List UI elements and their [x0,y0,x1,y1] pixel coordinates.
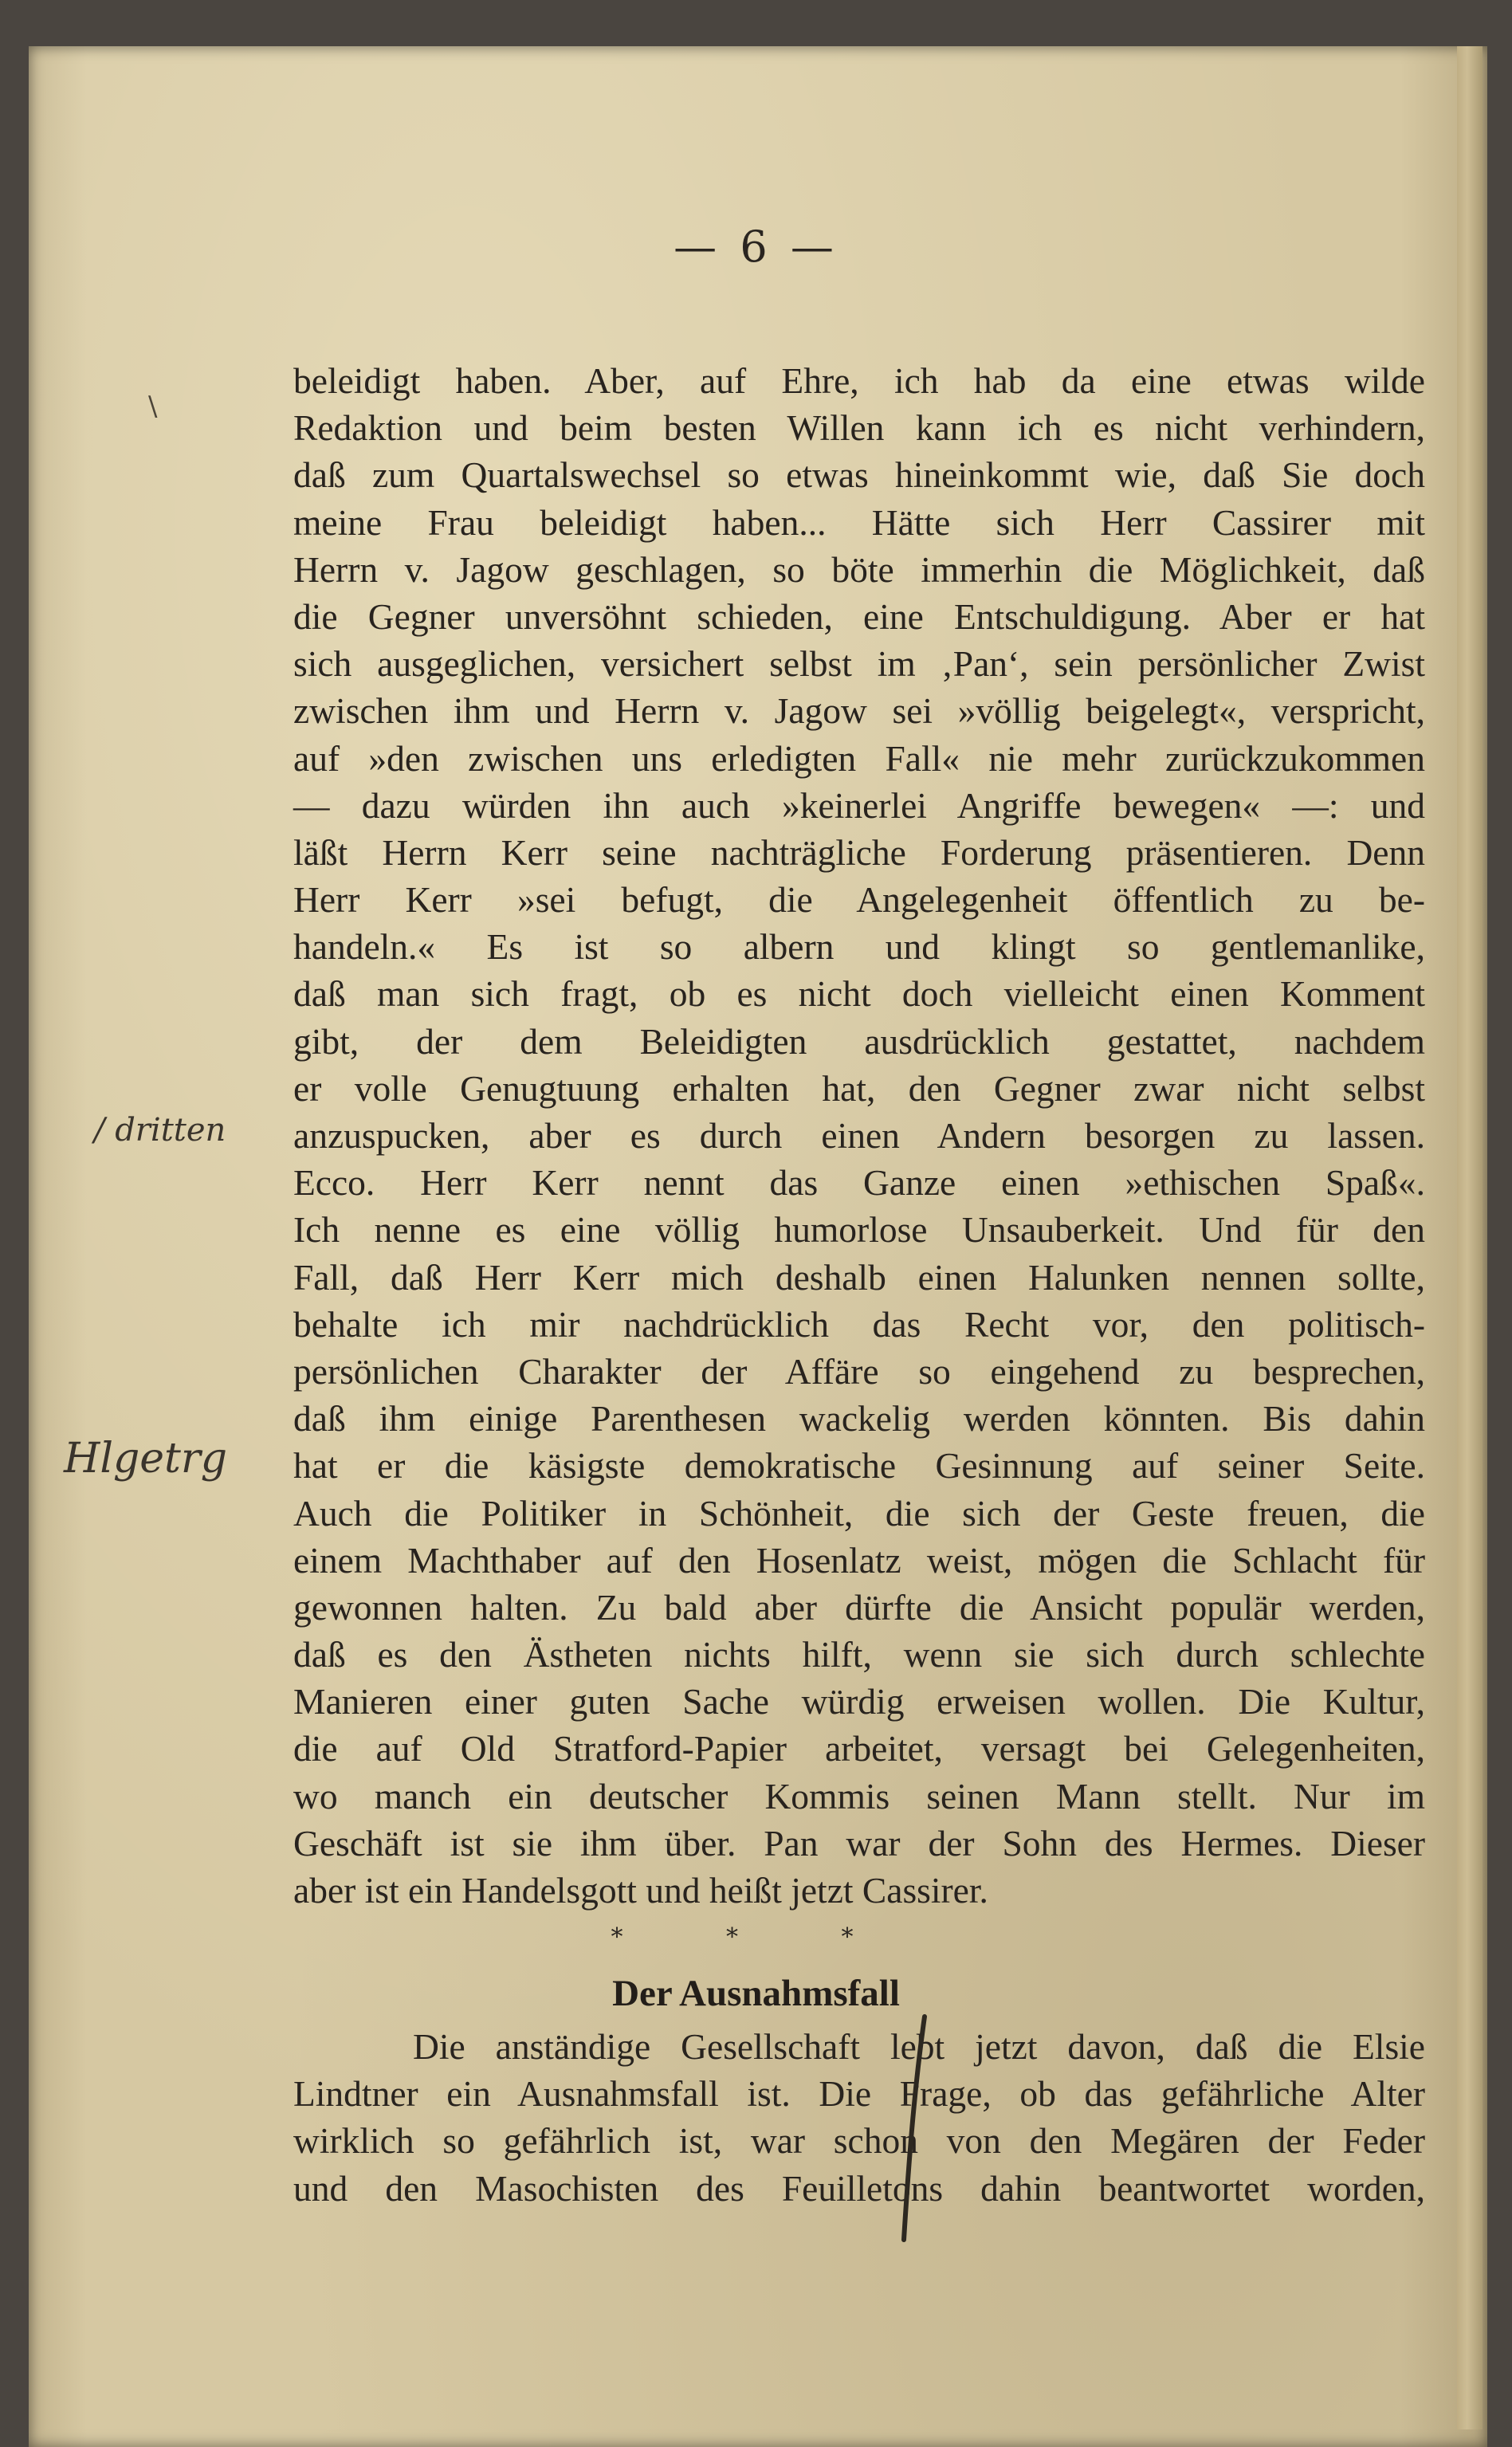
text-line: die Gegner unversöhnt schieden, eine Entschuldigung. Aber er hat [293,595,1425,637]
text-line: Lindtner ein Ausnahmsfall ist. Die Frage, ob das gefährliche Alter [293,2073,1425,2115]
text-line: auf »den zwischen uns erledigten Fall« nie mehr zurückzukommen [293,737,1425,779]
text-line: wo manch ein deutscher Kommis seinen Mann stellt. Nur im [293,1775,1425,1817]
margin-note-handwritten: Hlgetrg [64,1435,228,1483]
page-number: — 6 — [674,222,838,272]
text-line: Redaktion und beim besten Willen kann ich es nicht verhindern, [293,407,1425,449]
text-line: Die anständige Gesellschaft lebt jetzt davon, daß die Elsie [413,2026,1425,2067]
margin-note-handwritten: / dritten [94,1112,226,1149]
text-line: anzuspucken, aber es durch einen Andern besorgen zu lassen. [293,1115,1425,1156]
text-line: gibt, der dem Beleidigten ausdrücklich gestattet, nachdem [293,1020,1425,1062]
text-line: gewonnen halten. Zu bald aber dürfte die Ansicht populär werden, [293,1586,1425,1628]
section-separator: * * * [611,1923,901,1951]
text-line: aber ist ein Handelsgott und heißt jetzt Cassirer. [293,1870,988,1911]
text-line: hat er die käsigste demokratische Gesinnung auf seiner Seite. [293,1445,1425,1487]
text-line: daß ihm einige Parenthesen wackelig werden könnten. Bis dahin [293,1398,1425,1440]
text-line: daß es den Ästheten nichts hilft, wenn sie sich durch schlechte [293,1634,1425,1675]
text-line: persönlichen Charakter der Affäre so eingehend zu besprechen, [293,1350,1425,1392]
text-line: beleidigt haben. Aber, auf Ehre, ich hab da eine etwas wilde [293,360,1425,401]
text-line: Auch die Politiker in Schönheit, die sich der Geste freuen, die [293,1492,1425,1534]
text-line: Ich nenne es eine völlig humorlose Unsauberkeit. Und für den [293,1209,1425,1251]
text-line: handeln.« Es ist so albern und klingt so gentlemanlike, [293,926,1425,968]
text-line: die auf Old Stratford-Papier arbeitet, versagt bei Gelegenheiten, [293,1728,1425,1769]
text-line: Herrn v. Jagow geschlagen, so böte immerhin die Möglichkeit, daß [293,548,1425,590]
text-line: zwischen ihm und Herrn v. Jagow sei »völlig beigelegt«, verspricht, [293,690,1425,732]
page-edge [1457,46,1483,2429]
paragraph-2 [293,2023,1425,2212]
text-line: wirklich so gefährlich ist, war schon von den Megären der Feder [293,2120,1425,2162]
pen-stroke-mark [893,2009,941,2248]
text-line: er volle Genugtuung erhalten hat, den Gegner zwar nicht selbst [293,1067,1425,1109]
text-line: — dazu würden ihn auch »keinerlei Angriffe bewegen« —: und [293,784,1425,826]
text-line: daß zum Quartalswechsel so etwas hineinkommt wie, daß Sie doch [293,454,1425,496]
text-line: Manieren einer guten Sache würdig erweisen wollen. Die Kultur, [293,1681,1425,1722]
text-line: behalte ich mir nachdrücklich das Recht vor, den politisch- [293,1303,1425,1345]
pencil-mark: \ [148,391,158,422]
section-title: Der Ausnahmsfall [612,1973,900,2014]
text-line: läßt Herrn Kerr seine nachträgliche Forderung präsentieren. Denn [293,831,1425,873]
text-line: Geschäft ist sie ihm über. Pan war der Sohn des Hermes. Dieser [293,1822,1425,1864]
text-line: und den Masochisten des Feuilletons dahin beantwortet worden, [293,2167,1425,2209]
text-line: Fall, daß Herr Kerr mich deshalb einen Halunken nennen sollte, [293,1256,1425,1298]
text-line: Ecco. Herr Kerr nennt das Ganze einen »ethischen Spaß«. [293,1162,1425,1204]
text-line: sich ausgeglichen, versichert selbst im ‚Pan‘, sein persönlicher Zwist [293,643,1425,685]
paragraph-1 [293,357,1425,1914]
text-line: einem Machthaber auf den Hosenlatz weist, mögen die Schlacht für [293,1539,1425,1581]
text-line: daß man sich fragt, ob es nicht doch vielleicht einen Komment [293,973,1425,1015]
text-line: Herr Kerr »sei befugt, die Angelegenheit öffentlich zu be- [293,879,1425,921]
text-line: meine Frau beleidigt haben... Hätte sich Herr Cassirer mit [293,501,1425,543]
